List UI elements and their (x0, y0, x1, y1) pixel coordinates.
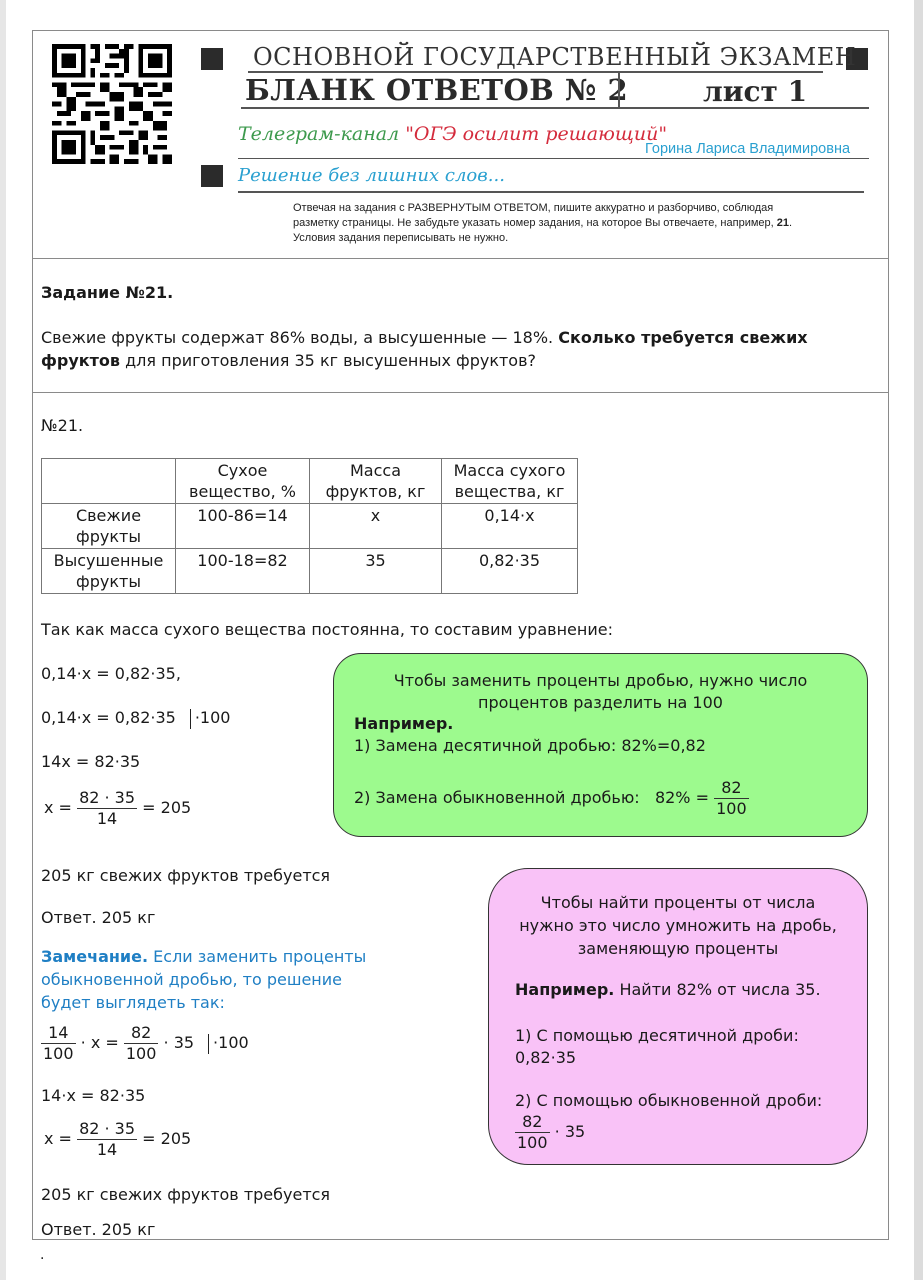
task-text: Свежие фрукты содержат 86% воды, а высушенные — 18%. Сколько требуется свежих фруктов для приготовления 35 кг высушенных фруктов? (41, 328, 808, 370)
task-title: Задание №21. (41, 283, 174, 302)
registration-mark (201, 48, 223, 70)
telegram-channel: Телеграм-канал "ОГЭ осилит решающий" (238, 123, 668, 145)
page-edge-right (914, 0, 923, 1280)
conclusion: 205 кг свежих фруктов требуется (41, 866, 331, 885)
equation: 0,14·x = 0,82·35, (41, 664, 181, 683)
divider (241, 107, 869, 109)
reasoning-text: Так как масса сухого вещества постоянна, то составим уравнение: (41, 620, 613, 639)
form-title: БЛАНК ОТВЕТОВ № 2 (245, 73, 629, 107)
solution-table (41, 458, 578, 594)
instructions: Отвечая на задания с РАЗВЕРНУТЫМ ОТВЕТОМ, пишите аккуратно и разборчиво, соблюдая разметку страницы. Не забудьте указать номер задания, на которое Вы отвечаете, например, 21. Условия задания переписывать не нужно. (293, 202, 793, 244)
page-edge-left (0, 0, 6, 1280)
motto: Решение без лишних слов... (238, 165, 505, 186)
equation-fraction: x = $\frac{82 \cdot 35}{14}$ = 205 (44, 788, 192, 828)
footer-mark: . (40, 1247, 45, 1263)
sheet-number: лист 1 (703, 75, 808, 108)
answer-sheet (32, 30, 889, 1240)
table-header-row: Сухое вещество, % Масса фруктов, кг Масса сухого вещества, кг (42, 459, 578, 504)
equation: 14x = 82·35 (41, 752, 141, 771)
task-statement (33, 258, 888, 393)
author-name: Горина Лариса Владимировна (645, 141, 851, 157)
qr-code-icon (52, 44, 172, 164)
registration-mark (201, 165, 223, 187)
sheet-header (33, 31, 888, 259)
divider (238, 191, 864, 193)
exam-title: ОСНОВНОЙ ГОСУДАРСТВЕННЫЙ ЭКЗАМЕН (253, 43, 857, 71)
hint-box-percent-to-fraction: Чтобы заменить проценты дробью, нужно число процентов разделить на 100 Например. 1) Замена десятичной дробью: 82%=0,82 2) Замена обыкновенной дробью: 82% = $\frac{82}{100}$ (333, 653, 868, 837)
table-row: Свежие фрукты 100-86=14 x 0,14·x (42, 504, 578, 549)
remark: Замечание. Если заменить проценты обыкновенной дробью, то решение будет выглядеть так: (41, 947, 367, 1012)
alt-answer: Ответ. 205 кг (41, 1220, 156, 1239)
alt-equation: $\frac{14}{100}$ · x = $\frac{82}{100}$ · 35 ·100 (43, 1023, 249, 1063)
divider (618, 71, 620, 109)
divider (238, 158, 869, 159)
alt-equation-fraction: x = $\frac{82 \cdot 35}{14}$ = 205 (44, 1119, 192, 1159)
answer: Ответ. 205 кг (41, 908, 156, 927)
solution-number: №21. (41, 416, 84, 435)
table-row: Высушенные фрукты 100-18=82 35 0,82·35 (42, 549, 578, 594)
hint-box-percent-of-number: Чтобы найти проценты от числа нужно это число умножить на дробь, заменяющую проценты Например. Найти 82% от числа 35. 1) С помощью десятичной дроби: 0,82·35 2) С помощью обыкновенной дроби: $\frac{82}{100}$ · 35 (488, 868, 868, 1165)
alt-conclusion: 205 кг свежих фруктов требуется (41, 1185, 331, 1204)
equation: 0,14·x = 0,82·35 ·100 (41, 708, 231, 727)
alt-equation: 14·x = 82·35 (41, 1086, 146, 1105)
